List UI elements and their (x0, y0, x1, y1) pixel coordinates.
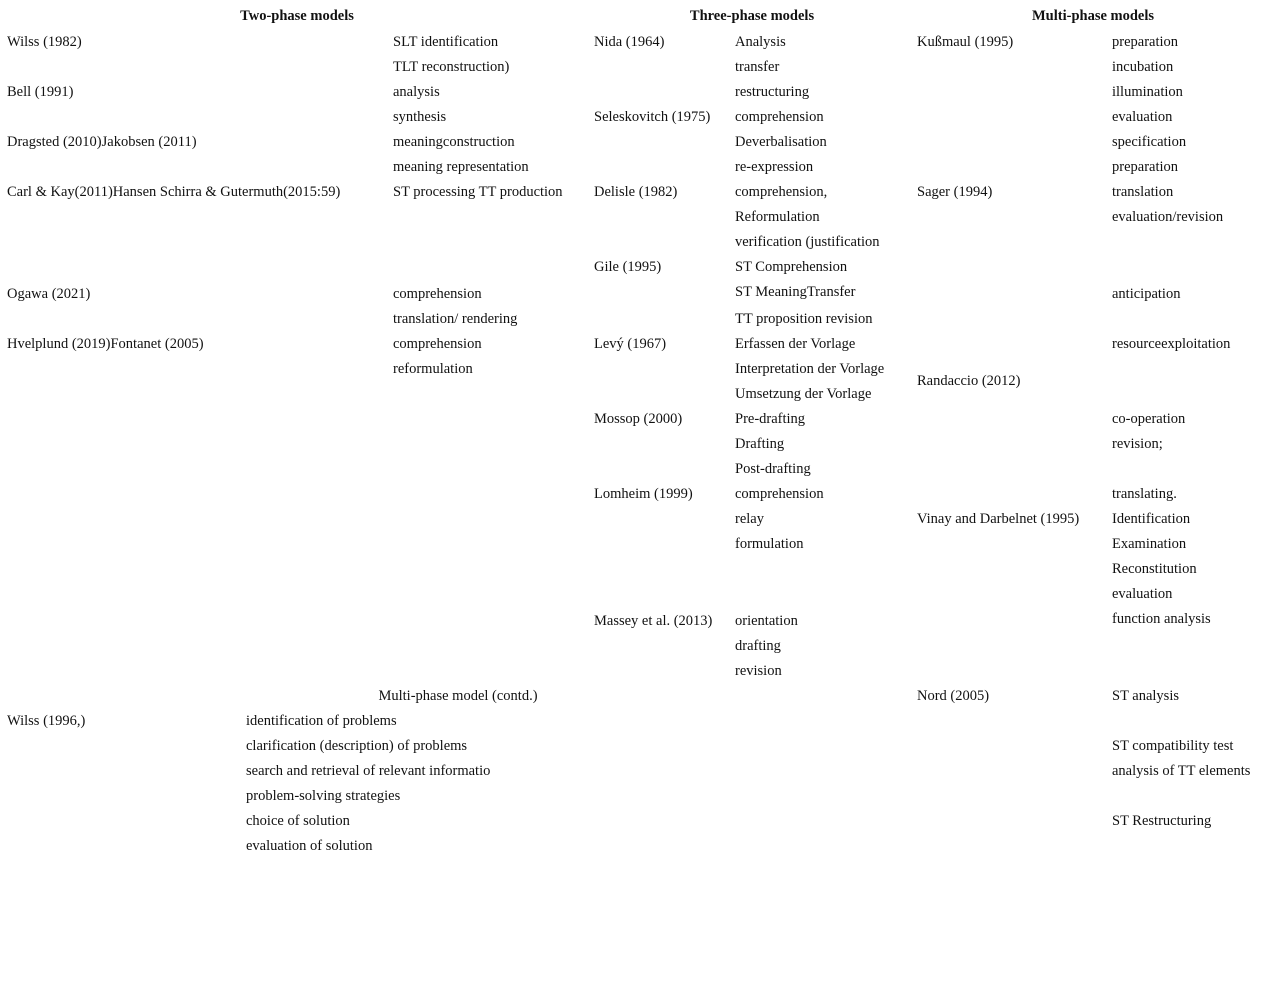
multi-phase-phase: Examination (1112, 536, 1187, 552)
three-phase-phase: re-expression (735, 159, 814, 175)
multi-phase-author: Nord (2005) (917, 688, 990, 704)
three-phase-phase: Erfassen der Vorlage (735, 336, 856, 352)
multi-phase-author: Kußmaul (1995) (917, 34, 1014, 50)
three-phase-phase: Post-drafting (735, 461, 811, 477)
three-phase-phase: Analysis (735, 34, 786, 50)
three-phase-phase: formulation (735, 536, 804, 552)
three-phase-phase: Pre-drafting (735, 411, 806, 427)
multi-phase-phase: evaluation/revision (1112, 209, 1224, 225)
header-multi-phase: Multi-phase models (1031, 8, 1155, 24)
three-phase-phase: restructuring (735, 84, 810, 100)
three-phase-phase: drafting (735, 638, 781, 654)
multi-phase-phase: resourceexploitation (1112, 336, 1231, 352)
multi-phase-phase: function analysis (1112, 611, 1211, 627)
three-phase-phase: transfer (735, 59, 780, 75)
two-phase-phase: translation/ rendering (393, 311, 518, 327)
multi-contd-phase: identification of problems (246, 713, 397, 729)
two-phase-phase: TLT reconstruction) (393, 59, 510, 75)
multi-phase-phase: illumination (1112, 84, 1183, 100)
multi-phase-phase: evaluation (1112, 586, 1173, 602)
three-phase-phase: revision (735, 663, 782, 679)
three-phase-author: Delisle (1982) (594, 184, 678, 200)
multi-phase-phase: specification (1112, 134, 1187, 150)
multi-contd-phase: problem-solving strategies (246, 788, 401, 804)
three-phase-phase: Interpretation der Vorlage (735, 361, 885, 377)
three-phase-phase: verification (justification (735, 234, 880, 250)
three-phase-phase: Reformulation (735, 209, 820, 225)
two-phase-author: Bell (1991) (7, 84, 74, 100)
two-phase-phase: reformulation (393, 361, 473, 377)
three-phase-phase: orientation (735, 613, 798, 629)
header-multi-phase-contd: Multi-phase model (contd.) (378, 688, 538, 704)
multi-phase-phase: incubation (1112, 59, 1174, 75)
two-phase-phase: SLT identification (393, 34, 499, 50)
three-phase-phase: ST MeaningTransfer (735, 284, 856, 300)
multi-phase-phase: translation (1112, 184, 1174, 200)
multi-contd-phase: clarification (description) of problems (246, 738, 468, 754)
three-phase-phase: Umsetzung der Vorlage (735, 386, 872, 402)
two-phase-phase: meaningconstruction (393, 134, 515, 150)
three-phase-author: Mossop (2000) (594, 411, 683, 427)
multi-contd-author: Wilss (1996,) (7, 713, 86, 729)
three-phase-author: Nida (1964) (594, 34, 665, 50)
three-phase-phase: relay (735, 511, 764, 527)
three-phase-phase: ST Comprehension (735, 259, 848, 275)
multi-phase-phase: ST Restructuring (1112, 813, 1212, 829)
three-phase-phase: TT proposition revision (735, 311, 873, 327)
two-phase-phase: comprehension (393, 286, 482, 302)
multi-phase-phase: ST analysis (1112, 688, 1179, 704)
three-phase-phase: Drafting (735, 436, 785, 452)
multi-phase-phase: evaluation (1112, 109, 1173, 125)
multi-phase-phase: preparation (1112, 159, 1179, 175)
multi-phase-phase: translating. (1112, 486, 1177, 502)
three-phase-author: Lomheim (1999) (594, 486, 693, 502)
three-phase-phase: comprehension (735, 486, 824, 502)
multi-phase-phase: preparation (1112, 34, 1179, 50)
two-phase-phase: comprehension (393, 336, 482, 352)
multi-phase-phase: revision; (1112, 436, 1163, 452)
two-phase-phase: ST processing TT production (393, 184, 563, 200)
two-phase-author: Wilss (1982) (7, 34, 82, 50)
two-phase-author: Dragsted (2010)Jakobsen (2011) (7, 134, 197, 150)
multi-phase-phase: Identification (1112, 511, 1191, 527)
two-phase-author: Ogawa (2021) (7, 286, 91, 302)
two-phase-phase: synthesis (393, 109, 447, 125)
multi-phase-phase: anticipation (1112, 286, 1181, 302)
two-phase-phase: meaning representation (393, 159, 529, 175)
three-phase-phase: comprehension, (735, 184, 828, 200)
two-phase-phase: analysis (393, 84, 440, 100)
multi-phase-phase: ST compatibility test (1112, 738, 1234, 754)
multi-phase-author: Randaccio (2012) (917, 373, 1021, 389)
header-three-phase: Three-phase models (689, 8, 815, 24)
three-phase-author: Massey et al. (2013) (594, 613, 713, 629)
multi-phase-author: Sager (1994) (917, 184, 993, 200)
header-two-phase: Two-phase models (240, 8, 354, 24)
multi-contd-phase: evaluation of solution (246, 838, 373, 854)
three-phase-author: Seleskovitch (1975) (594, 109, 711, 125)
three-phase-author: Levý (1967) (594, 336, 667, 352)
two-phase-author: Hvelplund (2019)Fontanet (2005) (7, 336, 204, 352)
multi-phase-phase: Reconstitution (1112, 561, 1197, 577)
three-phase-author: Gile (1995) (594, 259, 662, 275)
multi-phase-phase: co-operation (1112, 411, 1186, 427)
three-phase-phase: Deverbalisation (735, 134, 827, 150)
multi-contd-phase: choice of solution (246, 813, 350, 829)
two-phase-author: Carl & Kay(2011)Hansen Schirra & Gutermuth(2015:59) (7, 184, 341, 200)
multi-phase-author: Vinay and Darbelnet (1995) (917, 511, 1080, 527)
three-phase-phase: comprehension (735, 109, 824, 125)
multi-contd-phase: search and retrieval of relevant informatio (246, 763, 491, 779)
multi-phase-phase: analysis of TT elements (1112, 763, 1251, 779)
